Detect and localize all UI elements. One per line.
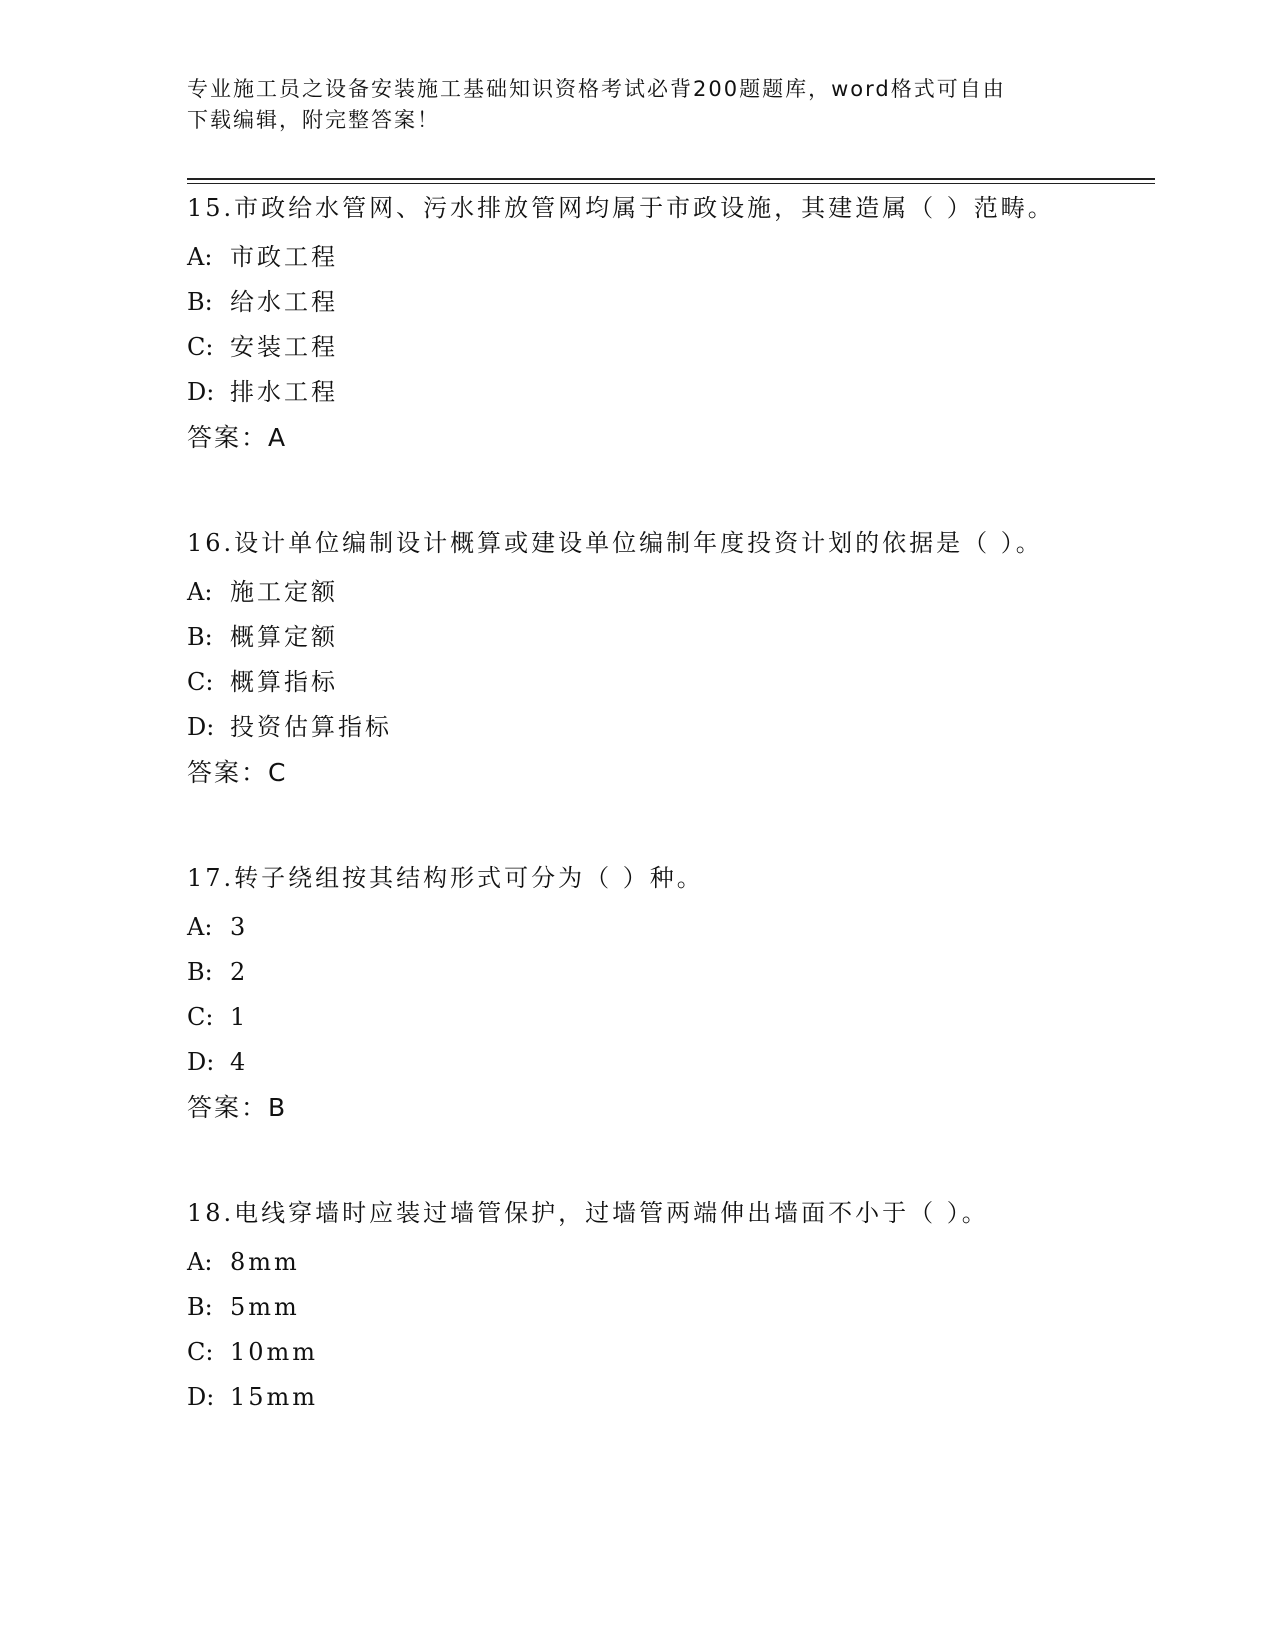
header-line-2: 下载编辑，附完整答案！ xyxy=(187,108,440,132)
option-text: 5mm xyxy=(230,1293,300,1321)
option-text: 投资估算指标 xyxy=(230,713,392,741)
option-b xyxy=(187,615,1067,660)
option-letter: A: xyxy=(187,578,213,606)
option-letter: B: xyxy=(187,288,213,316)
option-d xyxy=(187,370,1067,415)
option-text: 3 xyxy=(230,913,249,941)
option-letter: A: xyxy=(187,243,213,271)
option-letter: D: xyxy=(187,1048,215,1076)
option-letter: C: xyxy=(187,333,214,361)
question-17 xyxy=(187,860,1067,1130)
option-c xyxy=(187,660,1067,705)
option-d xyxy=(187,1040,1067,1085)
option-letter: D: xyxy=(187,378,215,406)
option-b xyxy=(187,1285,1067,1330)
option-letter: B: xyxy=(187,1293,213,1321)
option-text: 2 xyxy=(230,958,249,986)
option-letter: D: xyxy=(187,713,215,741)
question-spacer xyxy=(187,460,1067,525)
option-text: 8mm xyxy=(230,1248,300,1276)
question-stem: 16.设计单位编制设计概算或建设单位编制年度投资计划的依据是（ ）。 xyxy=(187,529,1043,557)
option-d xyxy=(187,1375,1067,1420)
option-letter: C: xyxy=(187,668,214,696)
option-letter: C: xyxy=(187,1003,214,1031)
option-letter: D: xyxy=(187,1383,215,1411)
answer-line: 答案：A xyxy=(187,423,288,452)
question-stem: 15.市政给水管网、污水排放管网均属于市政设施，其建造属（ ）范畴。 xyxy=(187,194,1055,222)
option-a xyxy=(187,1240,1067,1285)
option-letter: B: xyxy=(187,958,213,986)
option-text: 概算指标 xyxy=(230,668,338,696)
option-a xyxy=(187,905,1067,950)
option-text: 15mm xyxy=(230,1383,319,1411)
option-text: 市政工程 xyxy=(230,243,338,271)
option-letter: A: xyxy=(187,1248,213,1276)
option-c xyxy=(187,325,1067,370)
option-c xyxy=(187,995,1067,1040)
question-18 xyxy=(187,1195,1067,1420)
option-b xyxy=(187,950,1067,995)
option-b xyxy=(187,280,1067,325)
option-text: 施工定额 xyxy=(230,578,338,606)
question-stem: 17.转子绕组按其结构形式可分为（ ）种。 xyxy=(187,864,704,892)
option-a xyxy=(187,235,1067,280)
answer-line: 答案：B xyxy=(187,1093,288,1122)
option-text: 10mm xyxy=(230,1338,319,1366)
option-a xyxy=(187,570,1067,615)
question-spacer xyxy=(187,1130,1067,1195)
option-text: 1 xyxy=(230,1003,249,1031)
answer-line: 答案：C xyxy=(187,758,288,787)
header-line-1: 专业施工员之设备安装施工基础知识资格考试必背200题题库，word格式可自由 xyxy=(187,77,1006,101)
option-text: 4 xyxy=(230,1048,249,1076)
question-15 xyxy=(187,190,1067,460)
option-letter: C: xyxy=(187,1338,214,1366)
option-d xyxy=(187,705,1067,750)
question-list xyxy=(187,190,1067,1420)
option-letter: A: xyxy=(187,913,213,941)
question-stem: 18.电线穿墙时应装过墙管保护，过墙管两端伸出墙面不小于（ ）。 xyxy=(187,1199,989,1227)
option-text: 概算定额 xyxy=(230,623,338,651)
question-spacer xyxy=(187,795,1067,860)
option-text: 排水工程 xyxy=(230,378,338,406)
option-letter: B: xyxy=(187,623,213,651)
header-divider xyxy=(187,178,1155,184)
option-c xyxy=(187,1330,1067,1375)
question-16 xyxy=(187,525,1067,795)
option-text: 安装工程 xyxy=(230,333,338,361)
document-header xyxy=(187,74,1067,136)
option-text: 给水工程 xyxy=(230,288,338,316)
